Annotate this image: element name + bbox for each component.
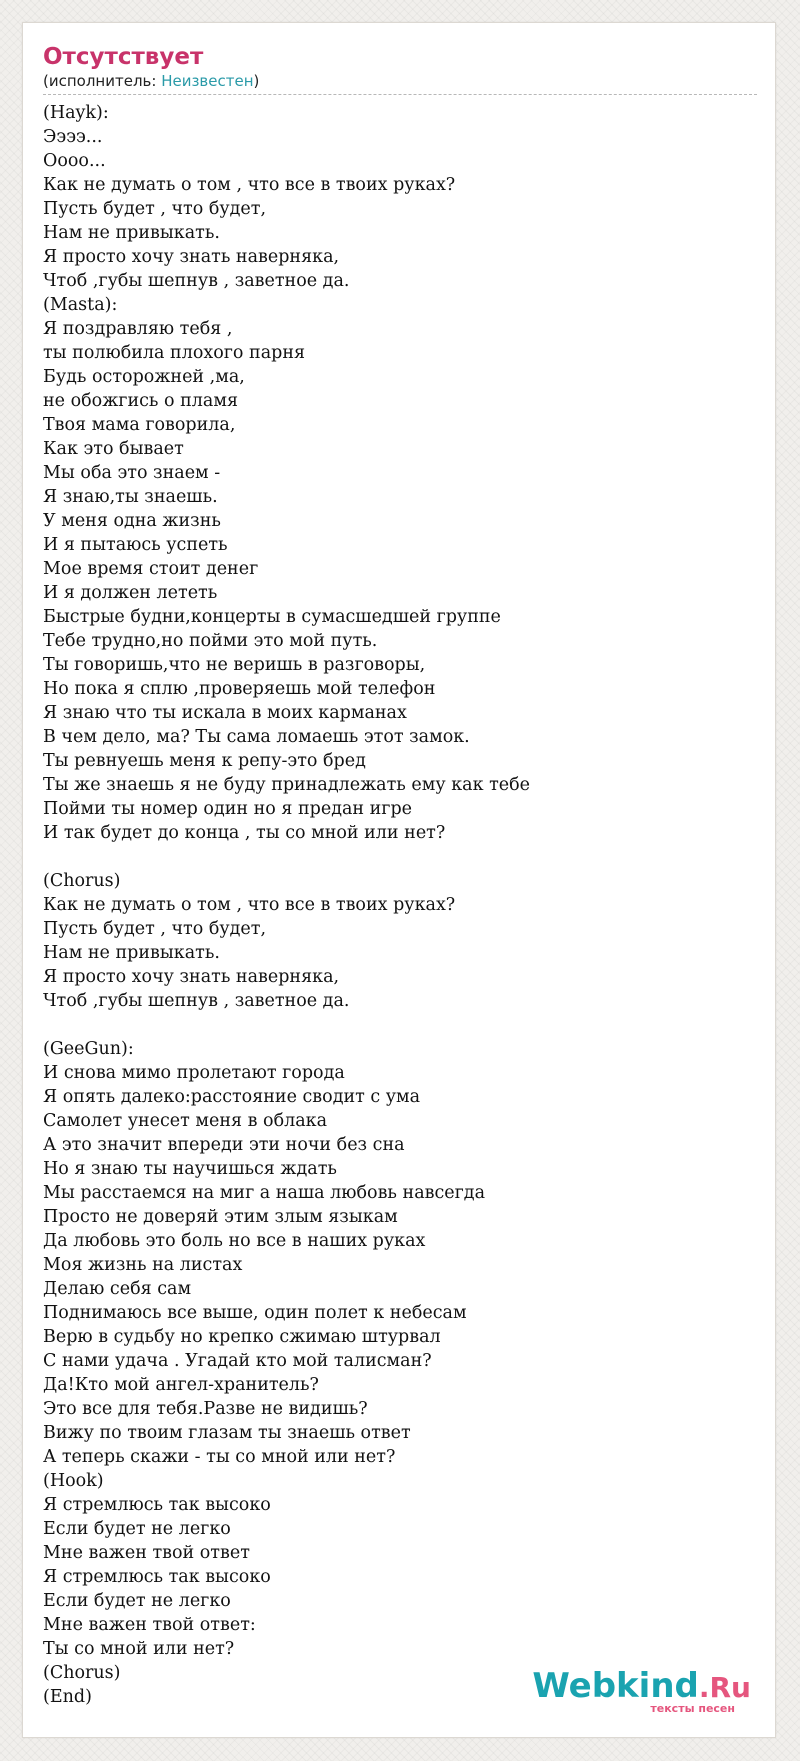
lyric-line: Твоя мама говорила,	[43, 415, 236, 435]
lyric-line: Да!Кто мой ангел-хранитель?	[43, 1375, 319, 1395]
lyric-line: Пойми ты номер один но я предан игре	[43, 799, 413, 819]
logo-wordmark	[532, 1666, 751, 1706]
lyric-line: (Chorus)	[43, 871, 121, 891]
lyric-line: Мы расстаемся на миг а наша любовь навсегда	[43, 1183, 486, 1203]
lyric-line: Тебе трудно,но пойми это мой путь.	[43, 631, 378, 651]
lyric-line: И я должен лететь	[43, 583, 218, 603]
lyrics-card	[22, 22, 776, 1738]
lyric-line: А теперь скажи - ты со мной или нет?	[43, 1447, 396, 1467]
song-header	[43, 43, 757, 95]
lyric-line: Будь осторожней ,ма,	[43, 367, 245, 387]
lyric-line: Это все для тебя.Разве не видишь?	[43, 1399, 368, 1419]
lyric-line: Мне важен твой ответ	[43, 1543, 250, 1563]
webkind-logo[interactable]	[532, 1666, 751, 1715]
artist-suffix: )	[253, 72, 260, 90]
lyric-line: В чем дело, ма? Ты сама ломаешь этот замок.	[43, 727, 470, 747]
lyric-line: (Hook)	[43, 1471, 104, 1491]
lyric-line: Ты со мной или нет?	[43, 1639, 235, 1659]
lyric-line: (End)	[43, 1687, 92, 1707]
lyric-line: Ээээ...	[43, 127, 103, 147]
logo-domain: .Ru	[698, 1671, 751, 1704]
lyric-line: Но пока я сплю ,проверяешь мой телефон	[43, 679, 436, 699]
lyric-blank-line	[43, 1013, 757, 1037]
lyric-line: Ты говоришь,что не веришь в разговоры,	[43, 655, 426, 675]
lyric-line: Верю в судьбу но крепко сжимаю штурвал	[43, 1327, 441, 1347]
lyric-line: У меня одна жизнь	[43, 511, 221, 531]
lyric-line: Самолет унесет меня в облака	[43, 1111, 328, 1131]
lyric-line: Я просто хочу знать наверняка,	[43, 247, 340, 267]
lyric-line: Просто не доверяй этим злым языкам	[43, 1207, 398, 1227]
lyric-line: Мне важен твой ответ:	[43, 1615, 256, 1635]
lyric-line: Как не думать о том , что все в твоих руках?	[43, 895, 456, 915]
lyric-line: Чтоб ,губы шепнув , заветное да.	[43, 991, 350, 1011]
lyric-line: Нам не привыкать.	[43, 223, 220, 243]
lyric-line: Я стремлюсь так высоко	[43, 1495, 271, 1515]
lyric-line: И снова мимо пролетают города	[43, 1063, 345, 1083]
lyric-line: (GeeGun):	[43, 1039, 134, 1059]
lyric-line: Если будет не легко	[43, 1591, 231, 1611]
lyrics-text	[43, 101, 757, 1709]
lyric-blank-line	[43, 845, 757, 869]
logo-main-text: Webkind	[532, 1666, 699, 1706]
lyric-line: С нами удача . Угадай кто мой талисман?	[43, 1351, 432, 1371]
lyric-line: Пусть будет , что будет,	[43, 199, 267, 219]
lyric-line: (Chorus)	[43, 1663, 121, 1683]
lyric-line: не обожгись о пламя	[43, 391, 238, 411]
lyric-line: Нам не привыкать.	[43, 943, 220, 963]
artist-prefix: (исполнитель:	[43, 72, 162, 90]
lyric-line: Ты ревнуешь меня к репу-это бред	[43, 751, 366, 771]
logo-tagline: тексты песен	[650, 1702, 735, 1715]
lyric-line: Оооо...	[43, 151, 106, 171]
lyric-line: Поднимаюсь все выше, один полет к небесам	[43, 1303, 467, 1323]
artist-line	[43, 71, 757, 91]
artist-link[interactable]: Неизвестен	[161, 72, 254, 90]
lyric-line: Я знаю что ты искала в моих карманах	[43, 703, 407, 723]
lyric-line: ты полюбила плохого парня	[43, 343, 306, 363]
lyric-line: И так будет до конца , ты со мной или нет?	[43, 823, 446, 843]
lyric-line: (Masta):	[43, 295, 118, 315]
lyric-line: Как это бывает	[43, 439, 184, 459]
lyric-line: Быстрые будни,концерты в сумасшедшей группе	[43, 607, 501, 627]
lyric-line: Мы оба это знаем -	[43, 463, 221, 483]
lyric-line: Вижу по твоим глазам ты знаешь ответ	[43, 1423, 411, 1443]
lyric-line: Как не думать о том , что все в твоих руках?	[43, 175, 456, 195]
song-title: Отсутствует	[43, 44, 204, 70]
lyric-line: Пусть будет , что будет,	[43, 919, 267, 939]
lyric-line: Но я знаю ты научишься ждать	[43, 1159, 337, 1179]
lyric-line: Я поздравляю тебя ,	[43, 319, 233, 339]
lyric-line: Моя жизнь на листах	[43, 1255, 243, 1275]
lyric-line: Я стремлюсь так высоко	[43, 1567, 271, 1587]
lyric-line: Ты же знаешь я не буду принадлежать ему как тебе	[43, 775, 531, 795]
lyric-line: Я знаю,ты знаешь.	[43, 487, 218, 507]
lyric-line: Если будет не легко	[43, 1519, 231, 1539]
lyric-line: Делаю себя сам	[43, 1279, 192, 1299]
lyric-line: Чтоб ,губы шепнув , заветное да.	[43, 271, 350, 291]
lyric-line: А это значит впереди эти ночи без сна	[43, 1135, 405, 1155]
lyric-line: Я опять далеко:расстояние сводит с ума	[43, 1087, 421, 1107]
lyric-line: Я просто хочу знать наверняка,	[43, 967, 340, 987]
lyric-line: Да любовь это боль но все в наших руках	[43, 1231, 426, 1251]
lyric-line: Мое время стоит денег	[43, 559, 259, 579]
lyric-line: И я пытаюсь успеть	[43, 535, 228, 555]
lyric-line: (Hayk):	[43, 103, 109, 123]
